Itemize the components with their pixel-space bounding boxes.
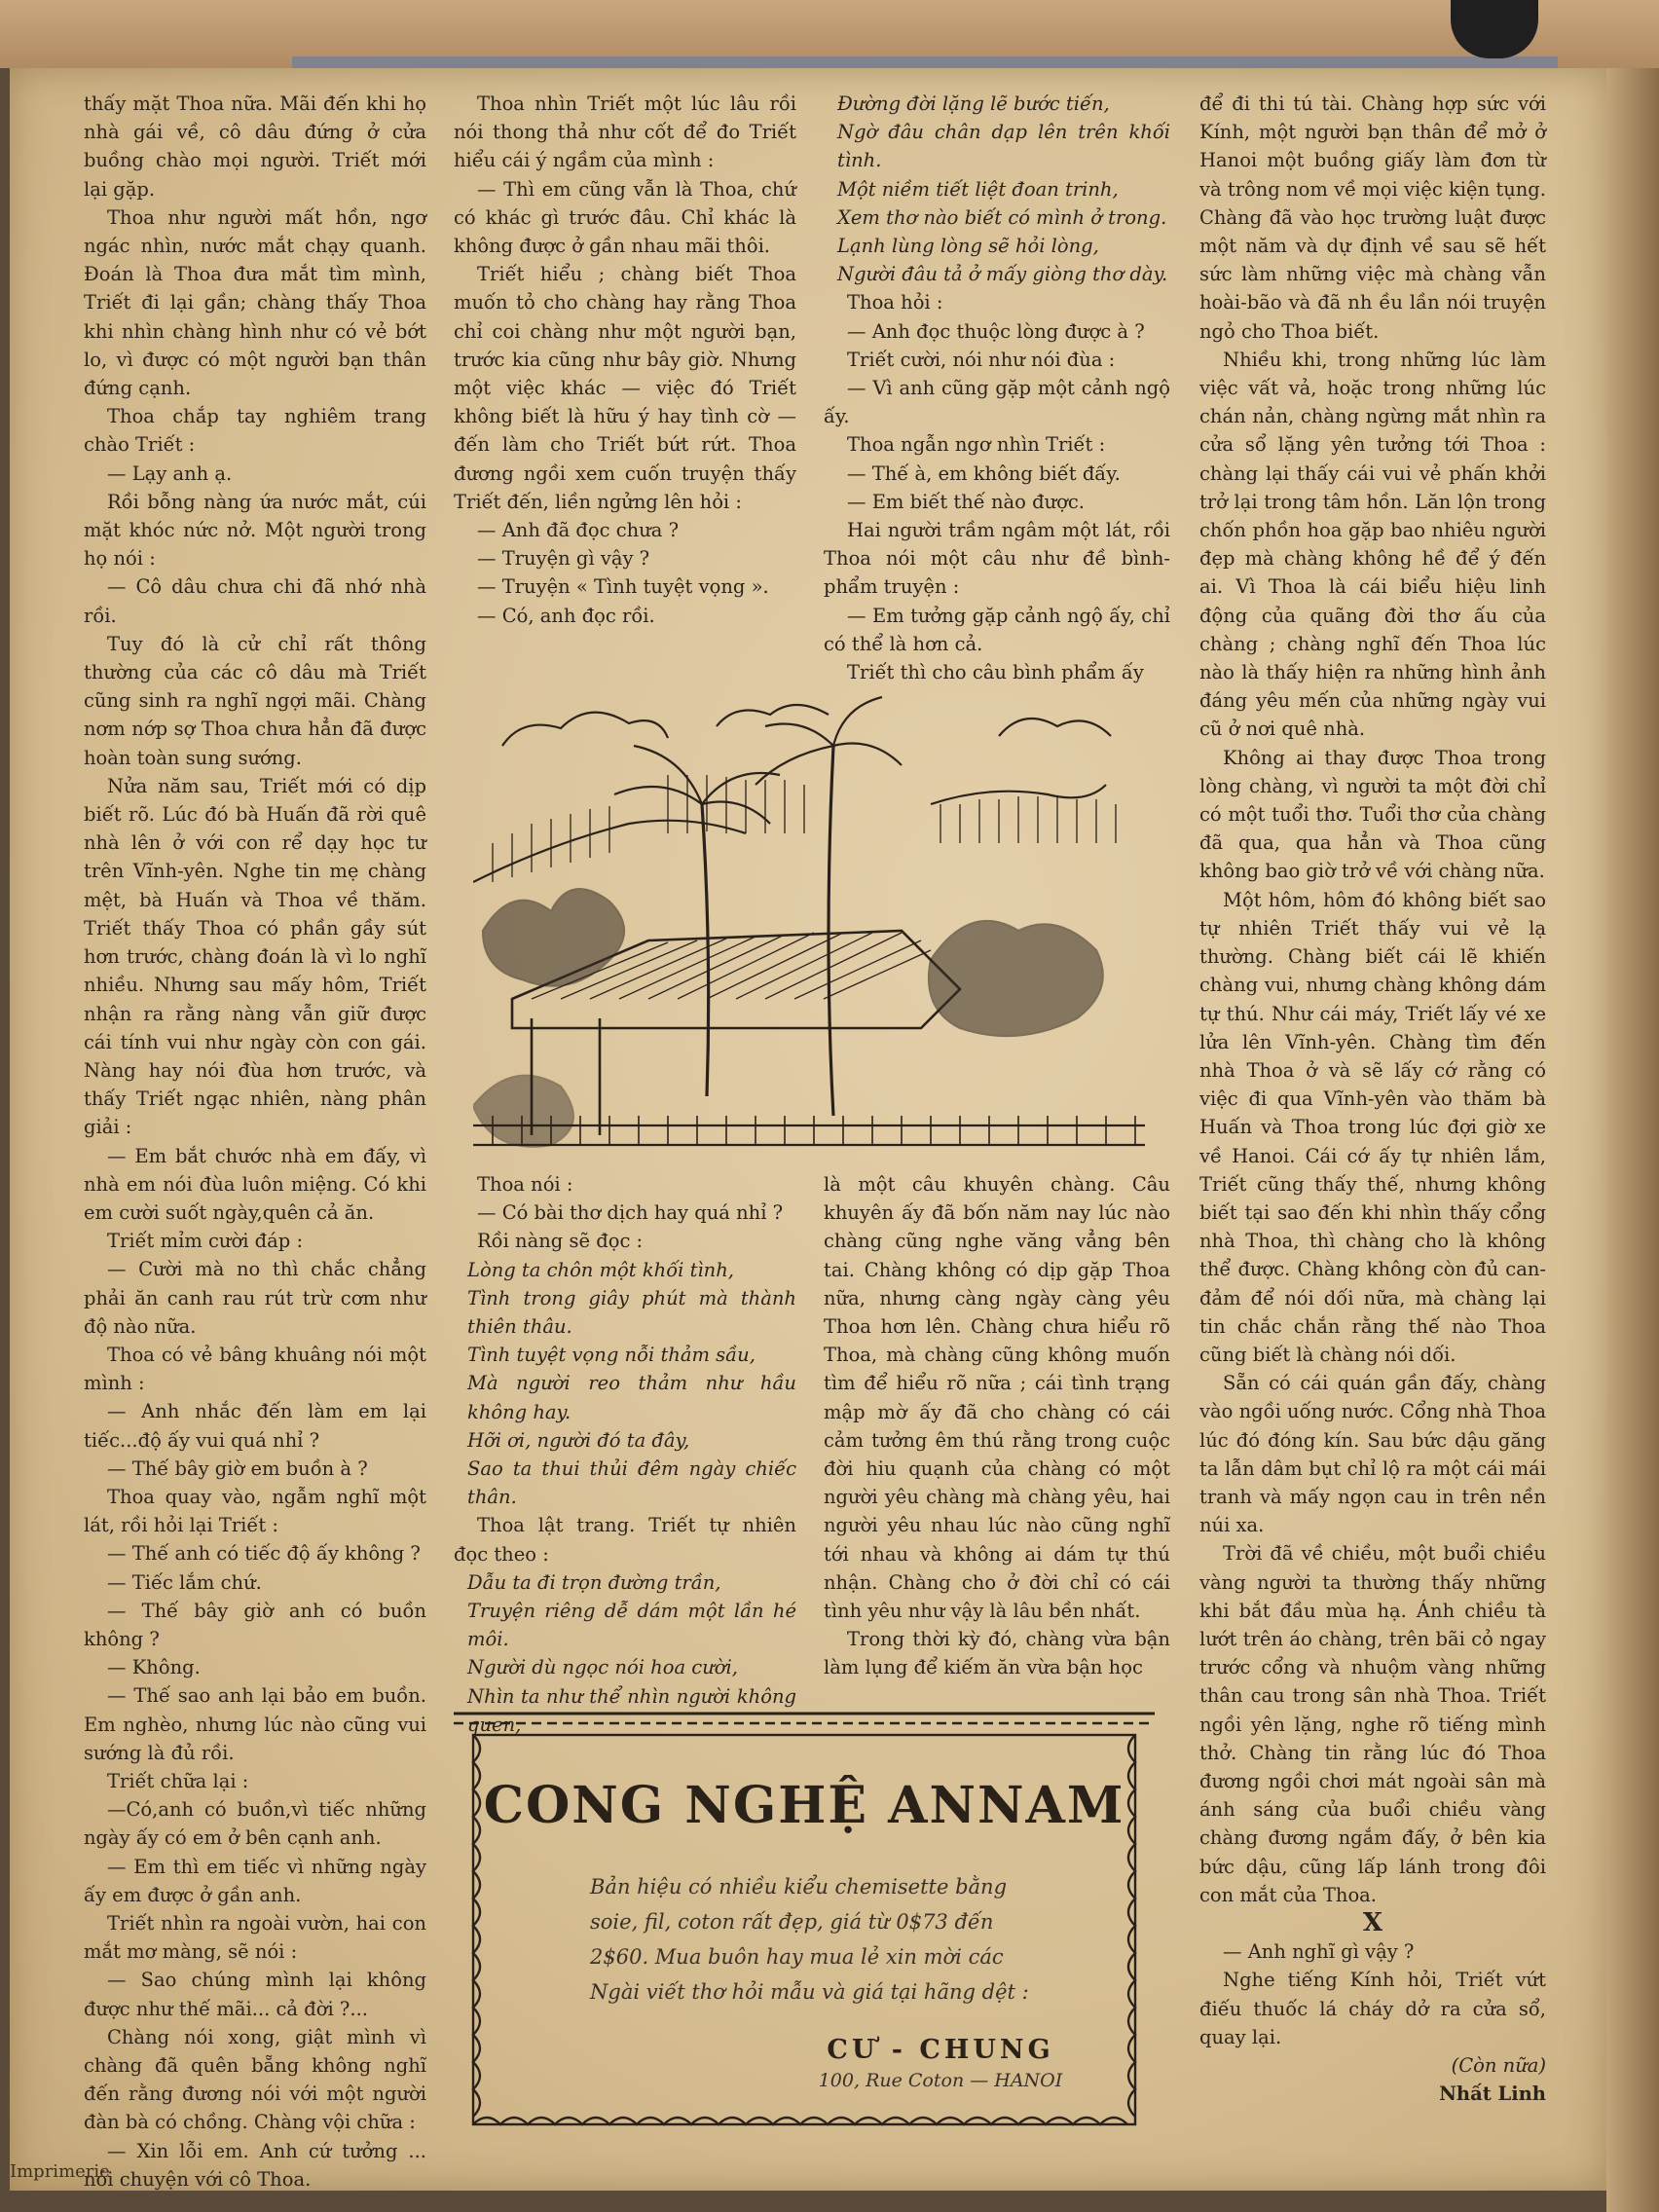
column-1 [84, 90, 426, 2194]
paragraph: — Vì anh cũng gặp một cảnh ngộ ấy. [824, 377, 1170, 428]
paragraph: — Thế bây giờ em buồn à ? [107, 1456, 368, 1480]
ad-brand: CƯ - CHUNG [827, 2035, 1054, 2065]
paragraph: Triết mỉm cười đáp : [107, 1230, 304, 1253]
paragraph: — Em thì em tiếc vì những ngày ấy em được ở gần anh. [84, 1855, 426, 1906]
paragraph: Không ai thay được Thoa trong lòng chàng, vì người ta một đời chỉ có một tuổi thơ. Tuổi thơ của chàng đã qua, qua hẳn và Thoa cũng không bao giờ trở về với chàng nữa. [1199, 746, 1546, 883]
poem-line: Đường đời lặng lẽ bước tiến, [837, 92, 1110, 115]
poem-line: Tình tuyệt vọng nỗi thảm sầu, [467, 1344, 756, 1367]
paragraph: — Tiếc lắm chứ. [107, 1570, 262, 1594]
imprint-line: Imprimerie [10, 2161, 110, 2182]
paragraph: Hai người trầm ngâm một lát, rồi Thoa nói một câu như đề bình-phẩm truyện : [824, 519, 1170, 599]
paragraph: — Thì em cũng vẫn là Thoa, chứ có khác gì trước đâu. Chỉ khác là không được ở gần nhau mãi thôi. [454, 177, 796, 258]
poem-line: Xem thơ nào biết có mình ở trong. [837, 205, 1167, 229]
paragraph: — Sao chúng mình lại không được như thế mãi... cả đời ?... [84, 1969, 426, 2020]
column-2 [454, 90, 796, 630]
paragraph: để đi thi tú tài. Chàng hợp sức với Kính, một người bạn thân để mở ở Hanoi một buồng giấy làm đơn từ và trông nom về mọi việc kiện tụng. Chàng đã vào học trường luật được một năm và dự định về sau sẽ hết sức làm những việc mà chàng vẫn hoài-bão và đã nh ều lần nói truyện ngỏ cho Thoa biết. [1199, 92, 1546, 343]
paragraph: Rồi nàng sẽ đọc : [477, 1230, 644, 1253]
paragraph: — Thế bây giờ anh có buồn không ? [84, 1599, 426, 1650]
paragraph: — Em bắt chước nhà em đấy, vì nhà em nói đùa luôn miệng. Có khi em cười suốt ngày,quên cả ăn. [84, 1144, 426, 1224]
paragraph: —Có,anh có buồn,vì tiếc những ngày ấy có em ở bên cạnh anh. [84, 1798, 426, 1850]
blue-edge [292, 56, 1558, 68]
paragraph: Thoa như người mất hồn, ngơ ngác nhìn, nước mắt chạy quanh. Đoán là Thoa đưa mắt tìm mình, Triết đi lại gần; chàng thấy Thoa khi nhìn chàng hình như có vẻ bớt lo, vì được có một người bạn thân đứng cạnh. [84, 205, 426, 400]
paragraph: Triết thì cho câu bình phẩm ấy [847, 661, 1144, 684]
paragraph: — Em biết thế nào được. [847, 490, 1085, 513]
poem-line: Dẫu ta đi trọn đường trần, [467, 1570, 721, 1594]
paragraph: là một câu khuyên chàng. Câu khuyên ấy đã bốn năm nay lúc nào chàng cũng nghe văng vẳng bên tai. Chàng không có dịp gặp Thoa nữa, nhưng càng ngày càng yêu Thoa hơn lên. Chàng chưa hiểu rõ Thoa, mà chàng cũng không muốn tìm để hiểu rõ nữa ; cái tình trạng mập mờ ấy đã cho chàng có cái cảm tưởng êm thú rằng trong cuộc đời hiu quạnh của chàng có một người yêu chàng mà chàng yêu, hai người yêu nhau lúc nào cũng nghĩ tới nhau và không ai dám tự thú nhận. Chàng cho ở đời chỉ có cái tình yêu như vậy là lâu bền nhất. [824, 1173, 1170, 1623]
poem-line: Tình trong giây phút mà thành thiên thâu. [467, 1286, 796, 1339]
paragraph: — Anh nhắc đến làm em lại tiếc...độ ấy vui quá nhỉ ? [84, 1400, 426, 1452]
paragraph: Thoa ngẫn ngơ nhìn Triết : [847, 433, 1106, 457]
paragraph: Tuy đó là cử chỉ rất thông thường của các cô dâu mà Triết cũng sinh ra nghĩ ngợi mãi. Chàng nơm nớp sợ Thoa chưa hẳn đã được hoàn toàn sung sướng. [84, 632, 426, 769]
paragraph: Thoa nhìn Triết một lúc lâu rồi nói thong thả như cốt để đo Triết hiểu cái ý ngầm của mình : [454, 92, 796, 172]
paragraph: Thoa quay vào, ngẫm nghĩ một lát, rồi hỏi lại Triết : [84, 1485, 426, 1537]
paragraph: Chàng nói xong, giật mình vì chàng đã quên bẵng không nghĩ đến rằng đương nói với một người đàn bà có chồng. Chàng vội chữa : [84, 2025, 426, 2134]
column-3 [824, 90, 1170, 686]
paragraph: — Truyện « Tình tuyệt vọng ». [477, 575, 769, 599]
poem-line: Lòng ta chôn một khối tình, [467, 1258, 734, 1281]
top-strip [0, 0, 1659, 68]
poem-line: Mà người reo thảm như hầu không hay. [467, 1372, 796, 1423]
lower-column-3 [824, 1170, 1170, 1682]
poem-line: Truyện riêng dễ dám một lần hé môi. [467, 1600, 796, 1651]
poem-line: Hỡi ơi, người đó ta đây, [467, 1428, 690, 1452]
lower-column-2 [454, 1170, 796, 1739]
village-illustration [473, 687, 1155, 1166]
paragraph: Trời đã về chiều, một buổi chiều vàng người ta thường thấy những khi bắt đầu mùa hạ. Ánh chiều tà lướt trên áo chàng, trên bãi cỏ ngay trước cổng và nhuộm vàng những thân cau trong sân nhà Thoa. Triết ngồi yên lặng, nghe rõ tiếng mình thở. Chàng tin rằng lúc đó Thoa đương ngồi chơi mát ngoài sân mà ánh sáng của buổi chiều vàng chàng đương ngắm đấy, ở bên kia bức dậu, cũng lấp lánh trong đôi con mắt của Thoa. [1199, 1542, 1546, 1906]
paragraph: — Thế à, em không biết đấy. [847, 461, 1121, 485]
paragraph: — Em tưởng gặp cảnh ngộ ấy, chỉ có thể là hơn cả. [824, 604, 1170, 655]
paragraph: — Xin lỗi em. Anh cứ tưởng ... nói chuyện với cô Thoa. [84, 2139, 426, 2191]
paragraph: Thoa nói : [477, 1173, 573, 1196]
paragraph: Thoa hỏi : [847, 291, 943, 314]
paragraph: — Anh đã đọc chưa ? [477, 519, 680, 542]
author-name: Nhất Linh [1439, 2083, 1546, 2106]
paragraph: — Có, anh đọc rồi. [477, 604, 655, 627]
paragraph: — Cười mà no thì chắc chẳng phải ăn canh rau rút trừ cơm như độ nào nữa. [84, 1258, 426, 1338]
paragraph: — Lạy anh ạ. [107, 461, 233, 485]
paragraph: Thoa chắp tay nghiêm trang chào Triết : [84, 405, 426, 457]
advertisement [454, 1706, 1155, 2146]
poem-line: Một niềm tiết liệt đoan trinh, [837, 177, 1119, 201]
column-4 [1199, 90, 1546, 2108]
to-be-continued: (Còn nữa) [1451, 2054, 1546, 2078]
paragraph: Triết chữa lại : [107, 1769, 249, 1792]
ad-title: CONG NGHỆ ANNAM [483, 1776, 1125, 1835]
paragraph: Trong thời kỳ đó, chàng vừa bận làm lụng để kiếm ăn vừa bận học [824, 1628, 1170, 1679]
paragraph: Nhiều khi, trong những lúc làm việc vất vả, hoặc trong những lúc chán nản, chàng ngừng mắt nhìn ra cửa sổ lặng yên tưởng tới Thoa : chàng lại thấy cái vui vẻ phấn khởi trở lại trong tâm hồn. Lăn lộn trong chốn phồn hoa gặp bao nhiêu người đẹp mà chàng không hề để ý đến ai. Vì Thoa là cái biểu hiệu linh động của quãng đời thơ ấu của chàng ; chàng nghĩ đến Thoa lúc nào là thấy hiện ra những hình ảnh đáng yêu mến của những ngày vui cũ ở nơi quê nhà. [1199, 348, 1546, 741]
poem-line: Ngờ đâu chân dạp lên trên khối tình. [837, 121, 1170, 172]
paragraph: Triết cười, nói như nói đùa : [847, 348, 1116, 371]
paragraph: Rồi bỗng nàng ứa nước mắt, cúi mặt khóc nức nở. Một người trong họ nói : [84, 490, 426, 571]
poem-line: Lạnh lùng lòng sẽ hỏi lòng, [837, 235, 1099, 258]
paragraph: — Không. [107, 1656, 201, 1679]
poem-line: Người đâu tả ở mấy giòng thơ dày. [837, 263, 1168, 286]
paragraph: Sẵn có cái quán gần đấy, chàng vào ngồi uống nước. Cổng nhà Thoa lúc đó đóng kín. Sau bức dậu găng ta lẫn dâm bụt chỉ lộ ra một cái mái tranh và mấy ngọn cau in trên nền núi xa. [1199, 1372, 1546, 1537]
paragraph: — Cô dâu chưa chi đã nhớ nhà rồi. [84, 575, 426, 627]
paragraph: — Truyện gì vậy ? [477, 547, 650, 571]
ad-body: Bản hiệu có nhiều kiểu chemisette bằng soie, fil, coton rất đẹp, giá từ 0$73 đến 2$60. Mua buôn hay mua lẻ xin mời các Ngài viết thơ hỏi mẫu và giá tại hãng dệt : [590, 1875, 1029, 2004]
paragraph: Triết hiểu ; chàng biết Thoa muốn tỏ cho chàng hay rằng Thoa chỉ coi chàng như một người bạn, trước kia cũng như bây giờ. Nhưng một việc khác — việc đó Triết không biết là hữu ý hay tình cờ — đến làm cho Triết bứt rứt. Thoa đương ngồi xem cuốn truyện thấy Triết đến, liền ngửng lên hỏi : [454, 263, 796, 513]
paragraph: Thoa có vẻ bâng khuâng nói một mình : [84, 1343, 426, 1395]
poem-line: Nhìn ta như thể nhìn người không quen, [467, 1684, 796, 1736]
paragraph: Triết nhìn ra ngoài vườn, hai con mắt mơ màng, sẽ nói : [84, 1912, 426, 1964]
poem-line: Người dù ngọc nói hoa cười, [467, 1656, 738, 1679]
ad-address: 100, Rue Coton — HANOI [818, 2070, 1063, 2091]
paragraph: — Thế anh có tiếc độ ấy không ? [107, 1542, 421, 1566]
paragraph: thấy mặt Thoa nữa. Mãi đến khi họ nhà gái về, cô dâu đứng ở cửa buồng chào mọi người. Triết mới lại gặp. [84, 92, 426, 201]
paragraph: Nửa năm sau, Triết mới có dịp biết rõ. Lúc đó bà Huấn đã rời quê nhà lên ở với con rể dạy học tư trên Vĩnh-yên. Nghe tin mẹ chàng mệt, bà Huấn và Thoa về thăm. Triết thấy Thoa có phần gầy sút hơn trước, chàng đoán là vì lo nghĩ nhiều. Nhưng sau mấy hôm, Triết nhận ra rằng nàng vẫn giữ được cái tính vui như ngày còn con gái. Nàng hay nói đùa hơn trước, và thấy Triết ngạc nhiên, nàng phân giải : [84, 774, 426, 1139]
paragraph: — Anh đọc thuộc lòng được à ? [847, 319, 1145, 343]
page-right-edge [1606, 68, 1659, 2212]
paragraph: Thoa lật trang. Triết tự nhiên đọc theo : [454, 1514, 796, 1566]
section-separator: X [1362, 1908, 1383, 1937]
poem-line: Sao ta thui thủi đêm ngày chiếc thân. [467, 1457, 796, 1509]
paragraph: — Thế sao anh lại bảo em buồn. Em nghèo, nhưng lúc nào cũng vui sướng là đủ rồi. [84, 1684, 426, 1764]
paragraph: — Anh nghĩ gì vậy ? [1223, 1940, 1415, 1964]
paragraph: Nghe tiếng Kính hỏi, Triết vứt điếu thuốc lá cháy dở ra cửa sổ, quay lại. [1199, 1969, 1546, 2048]
paragraph: Một hôm, hôm đó không biết sao tự nhiên Triết thấy vui vẻ lạ thường. Chàng biết cái lẽ khiến chàng vui, nhưng chàng không dám tự thú. Như cái máy, Triết lấy vé xe lửa lên Vĩnh-yên. Chàng tìm đến nhà Thoa ở và sẽ lấy cớ rằng có việc đi qua Vĩnh-yên vào thăm bà Huấn và Thoa trong lúc đợi giờ xe về Hanoi. Cái cớ ấy tự nhiên lắm, Triết cũng thấy thế, nhưng không biết tại sao đến khi nhìn thấy cổng nhà Thoa, thì chàng cho là không thể được. Chàng không còn đủ can-đảm để nói dối nữa, mà chàng lại tin chắc chắn rằng thế nào Thoa cũng biết là chàng nói dối. [1199, 888, 1546, 1366]
paragraph: — Có bài thơ dịch hay quá nhỉ ? [477, 1201, 784, 1225]
